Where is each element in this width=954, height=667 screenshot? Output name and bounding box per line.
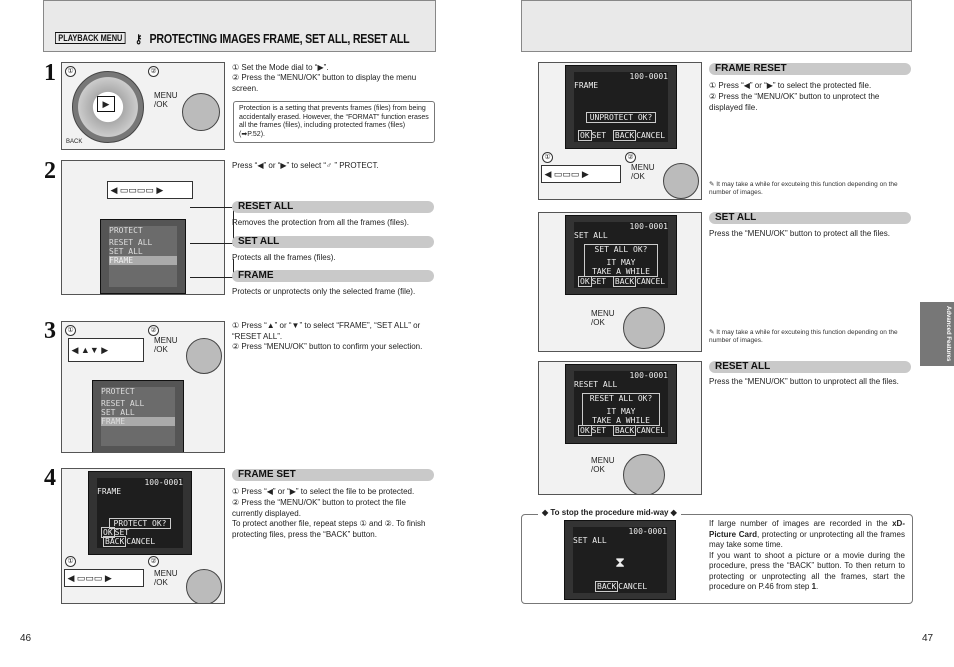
set-all-camera-illustration [538, 212, 702, 352]
lcd-set-label: SET [591, 426, 607, 435]
reset-all-camera-illustration [538, 361, 702, 495]
reset-all-lcd-screen [574, 371, 668, 437]
memo-icon: ✎ [709, 181, 715, 188]
lcd-softkeys [578, 131, 665, 140]
lcd-line: SET ALL [109, 247, 143, 256]
frame-reset-lcd-screen [574, 72, 668, 142]
stop-text-a: If large number of images are recorded in the [709, 519, 893, 528]
lcd-prompt: SET ALL OK? [594, 245, 648, 254]
lcd-cancel-label: CANCEL [636, 277, 666, 286]
lcd-mode: SET ALL [574, 231, 608, 240]
lcd-cancel-label: CANCEL [618, 582, 648, 591]
set-all-lcd-screen [574, 222, 668, 288]
arrow-pad: ◀ ▭▭▭▭ ▶ [107, 181, 193, 199]
page-number-left: 46 [20, 633, 32, 644]
circled-1: ① [65, 325, 76, 336]
menu-ok-button [663, 163, 699, 199]
step-number-2: 2 [44, 158, 56, 184]
lcd-prompt-box [582, 393, 660, 426]
lcd-file-number: 100-0001 [629, 371, 668, 380]
lcd-prompt-box [584, 244, 658, 277]
lcd-ok-key: OK [103, 528, 113, 537]
lcd-file-number: 100-0001 [629, 222, 668, 231]
lcd-line: SET ALL [101, 408, 135, 417]
step3-lcd [92, 380, 184, 453]
lcd-ok-key: OK [580, 426, 590, 435]
frame-reset-bar: FRAME RESET [709, 63, 911, 75]
lcd-file-number: 100-0001 [628, 527, 667, 536]
frame-reset-lcd [565, 65, 677, 149]
stop-procedure-text [709, 519, 905, 593]
connector-line [190, 207, 234, 246]
stop-text-f: . [816, 582, 819, 591]
step1-note-box: Protection is a setting that prevents frames (files) from being accidentally erased. However, the “FORMAT” function erases all the frames (files), including protected frames (files) (➡P.52). [233, 101, 435, 143]
lcd-back-key: BACK [597, 582, 617, 591]
lcd-prompt: PROTECT OK? [109, 518, 171, 529]
frame-reset-camera-illustration [538, 62, 702, 200]
lcd-file-number: 100-0001 [144, 478, 183, 487]
step4-lcd [88, 471, 192, 555]
lcd-line3: TAKE A WHILE [592, 267, 650, 276]
hourglass-icon: ⧗ [615, 555, 625, 571]
stop-text-d: If you want to shoot a picture or a movie during the procedure, press the “BACK” button. To then return to protecting or unprotecting all the frames, start the procedure on P.46 from step [709, 550, 905, 591]
lcd-line2: IT MAY [606, 258, 636, 267]
playback-icon: ▶ [97, 96, 115, 112]
back-label: BACK [66, 139, 83, 145]
page-number-right: 47 [922, 633, 934, 644]
reset-all-text: Press the “MENU/OK” button to unprotect all the files. [709, 377, 899, 386]
frame-desc: Protects or unprotects only the selected frame (file). [232, 287, 416, 296]
lcd-line2: IT MAY [606, 407, 636, 416]
reset-all-desc: Removes the protection from all the frames (files). [232, 218, 409, 227]
page-title [55, 31, 409, 46]
step-number-1: 1 [44, 60, 56, 86]
menu-ok-label: MENU /OK [154, 336, 178, 354]
lcd-set-label: SET [591, 277, 607, 286]
circled-1: ① [65, 66, 76, 77]
lcd-back-key: BACK [614, 277, 635, 286]
lcd-softkeys [578, 426, 665, 435]
step2-text: Press “◀” or “▶” to select “♂ ” PROTECT. [232, 161, 379, 170]
lcd-mode: FRAME [97, 487, 122, 496]
lcd-set-label: SET [114, 528, 130, 537]
step3-text-1: ① Press “▲” or “▼” to select “FRAME”, “SET ALL” or “RESET ALL”. [232, 321, 421, 341]
lcd-ok-key: OK [580, 131, 590, 140]
lcd-softkeys [595, 582, 647, 591]
circled-2: ② [625, 152, 636, 163]
lcd-mode: RESET ALL [574, 380, 618, 389]
step-number-4: 4 [44, 465, 56, 491]
step4-lcd-screen [97, 478, 183, 548]
lcd-cancel-label: CANCEL [636, 131, 666, 140]
lcd-set-label: SET [591, 131, 607, 140]
step1-text-1: ① Set the Mode dial to “▶”. [232, 63, 329, 72]
menu-ok-button [186, 569, 222, 604]
frame-bar: FRAME [232, 270, 434, 282]
step3-lcd-screen [101, 387, 175, 446]
lcd-line3: TAKE A WHILE [592, 416, 650, 425]
step4-text-3: To protect another file, repeat steps ① and ②. To finish protecting files, press the “BACK” button. [232, 519, 426, 539]
frame-reset-note [709, 181, 911, 197]
stop-text-b: xD-Picture Card [709, 519, 905, 539]
menu-ok-label: MENU /OK [154, 91, 178, 109]
set-all-lcd [565, 215, 677, 295]
circled-2: ② [148, 556, 159, 567]
lcd-file-number: 100-0001 [629, 72, 668, 81]
lcd-cancel-label: CANCEL [126, 537, 156, 546]
set-all-bar-right: SET ALL [709, 212, 911, 224]
circled-1: ① [542, 152, 553, 163]
title-text: PROTECTING IMAGES FRAME, SET ALL, RESET ALL [149, 31, 410, 46]
menu-ok-label: MENU /OK [631, 163, 655, 181]
stop-procedure-heading: ◆ To stop the procedure mid-way ◆ [538, 508, 681, 517]
lcd-ok-key: OK [580, 277, 590, 286]
step2-lcd-screen [109, 226, 177, 287]
circled-1: ① [65, 556, 76, 567]
right-header-box [521, 0, 912, 52]
lcd-back-key: BACK [614, 131, 635, 140]
lcd-line: FRAME [109, 256, 177, 265]
step1-camera-illustration [61, 62, 225, 150]
lcd-mode: SET ALL [573, 536, 607, 545]
key-icon: ⚷ [134, 32, 142, 46]
connector-line [190, 243, 233, 244]
step-number-3: 3 [44, 318, 56, 344]
lcd-back-key: BACK [105, 537, 125, 546]
lcd-line: PROTECT [109, 226, 143, 235]
arrow-pad: ◀ ▲▼ ▶ [68, 338, 144, 362]
reset-all-bar: RESET ALL [232, 201, 434, 213]
side-tab-advanced-features: Advanced Features [920, 302, 954, 366]
step1-text-2: ② Press the “MENU/OK” button to display the menu screen. [232, 73, 417, 93]
menu-ok-label: MENU /OK [591, 456, 615, 474]
arrow-pad: ◀ ▭▭▭ ▶ [541, 165, 621, 183]
lcd-softkeys [101, 528, 183, 546]
menu-ok-button [623, 454, 665, 495]
lcd-cancel-label: CANCEL [636, 426, 666, 435]
playback-menu-tag: PLAYBACK MENU [55, 32, 126, 44]
menu-ok-button [623, 307, 665, 349]
frame-reset-text-1: ① Press “◀” or “▶” to select the protected file. [709, 81, 872, 90]
reset-all-bar-right: RESET ALL [709, 361, 911, 373]
frame-reset-note-text: It may take a while for excuteing this function depending on the number of images. [709, 181, 898, 196]
frame-set-bar: FRAME SET [232, 469, 434, 481]
circled-2: ② [148, 66, 159, 77]
set-all-desc: Protects all the frames (files). [232, 253, 336, 262]
menu-ok-label: MENU /OK [154, 569, 178, 587]
lcd-line: FRAME [101, 417, 175, 426]
lcd-softkeys [578, 277, 665, 286]
set-all-note-text: It may take a while for excuteing this function depending on the number of images. [709, 329, 898, 344]
set-all-note [709, 329, 911, 345]
step4-text-1: ① Press “◀” or “▶” to select the file to be protected. [232, 487, 415, 496]
stop-text-c: , protecting or unprotecting all the frames may take some time. [709, 529, 905, 549]
set-all-bar: SET ALL [232, 236, 434, 248]
reset-all-lcd [565, 364, 677, 444]
menu-ok-button [182, 93, 220, 131]
lcd-prompt: UNPROTECT OK? [586, 112, 656, 123]
step4-text-2: ② Press the “MENU/OK” button to protect the file currently displayed. [232, 498, 406, 518]
lcd-back-key: BACK [614, 426, 635, 435]
step3-camera-illustration [61, 321, 225, 453]
memo-icon: ✎ [709, 329, 715, 336]
connector-line [190, 259, 234, 278]
menu-ok-button [186, 338, 222, 374]
set-all-text: Press the “MENU/OK” button to protect all the files. [709, 229, 890, 238]
stop-lcd [564, 520, 676, 600]
circled-2: ② [148, 325, 159, 336]
lcd-prompt: RESET ALL OK? [589, 394, 653, 403]
lcd-line: RESET ALL [109, 238, 153, 247]
step2-lcd [100, 219, 186, 294]
lcd-mode: FRAME [574, 81, 599, 90]
frame-reset-text-2: ② Press the “MENU/OK” button to unprotect the displayed file. [709, 92, 880, 112]
step3-text-2: ② Press “MENU/OK” button to confirm your selection. [232, 342, 423, 351]
lcd-line: RESET ALL [101, 399, 145, 408]
lcd-line: PROTECT [101, 387, 135, 396]
arrow-pad: ◀ ▭▭▭ ▶ [64, 569, 144, 587]
stop-lcd-screen [573, 527, 667, 593]
stop-text-e: 1 [811, 582, 817, 591]
menu-ok-label: MENU /OK [591, 309, 615, 327]
step4-camera-illustration [61, 468, 225, 604]
